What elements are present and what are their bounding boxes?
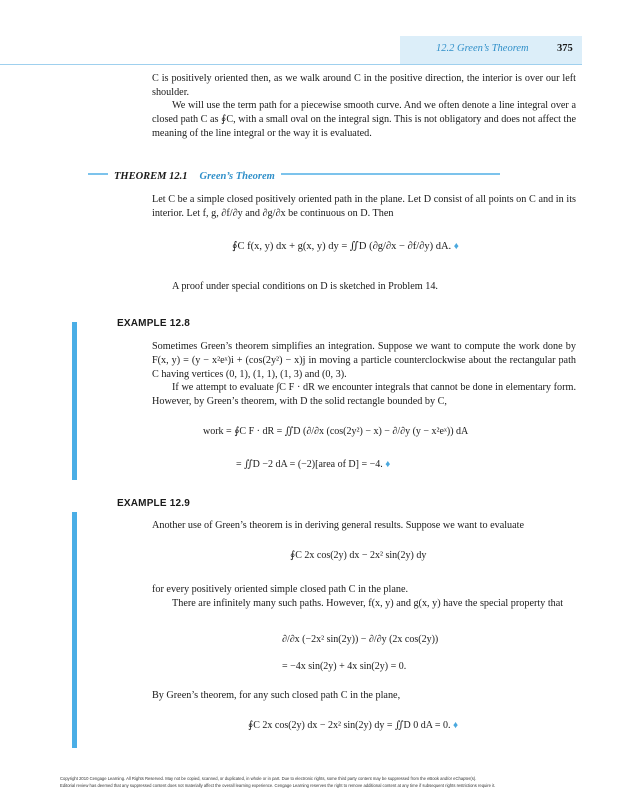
end-diamond-icon: ♦ <box>453 241 459 252</box>
end-diamond-icon: ♦ <box>453 720 459 731</box>
example-12-9-label: EXAMPLE 12.9 <box>117 498 190 509</box>
example-12-9-paragraph-1: Another use of Green’s theorem is in deriving general results. Suppose we want to evaluate <box>152 520 525 531</box>
theorem-equation: ∮C f(x, y) dx + g(x, y) dy = ∬D (∂g/∂x − ∂f/∂y) dA. ♦ <box>232 241 459 252</box>
example-12-9-paragraph-3: There are infinitely many such paths. However, f(x, y) and g(x, y) have the special property that <box>172 598 564 609</box>
example-12-8-equation-1: work = ∮C F · dR = ∬D (∂/∂x (cos(2y²) − x) − ∂/∂y (y − x²eˣ)) dA <box>203 426 469 437</box>
example-12-8-label: EXAMPLE 12.8 <box>117 318 190 329</box>
example-12-9-equation-2: ∂/∂x (−2x² sin(2y)) − ∂/∂y (2x cos(2y)) <box>282 634 439 645</box>
section-title: 12.2 Green’s Theorem <box>436 43 529 54</box>
example-12-9-equation-1: ∮C 2x cos(2y) dx − 2x² sin(2y) dy <box>290 550 427 561</box>
example-12-9-equation-4: ∮C 2x cos(2y) dx − 2x² sin(2y) dy = ∬D 0 dA = 0. ♦ <box>248 720 459 731</box>
example-12-9-equation-3: = −4x sin(2y) + 4x sin(2y) = 0. <box>282 661 407 672</box>
example-12-9-paragraph-4: By Green’s theorem, for any such closed path C in the plane, <box>152 690 401 701</box>
intro-paragraph-2: We will use the term path for a piecewise smooth curve. And we often denote a line integral over a closed path C as ∮C, with a small oval on the integral sign. This is not obligatory and does not affect the meaning of the line integral or the way it is evaluated. <box>152 100 576 139</box>
footer-line-1: Copyright 2010 Cengage Learning. All Rights Reserved. May not be copied, scanned, or duplicated, in whole or in part. Due to electronic rights, some third party content may be suppressed from the eBook and/or eChapter(s). <box>60 776 477 781</box>
footer-line-2: Editorial review has deemed that any suppressed content does not materially affect the overall learning experience. Cengage Learning reserves the right to remove additional content at any time if subsequent rights restrictions require it. <box>60 783 496 788</box>
example-12-8-paragraph-1: Sometimes Green’s theorem simplifies an integration. Suppose we want to compute the work done by F(x, y) = (y − x²eˣ)i + (cos(2y²) − x)j in moving a particle counterclockwise about the rectangular path C having vertices (0, 1), (1, 1), (1, 3) and (0, 3). <box>152 341 576 380</box>
theorem-name: Green’s Theorem <box>199 171 275 182</box>
intro-paragraph-1: C is positively oriented then, as we walk around C in the positive direction, the interior is over our left shoulder. <box>152 73 576 98</box>
page-number: 375 <box>557 43 573 54</box>
example-12-8-sidebar <box>72 322 77 480</box>
example-12-9-paragraph-2: for every positively oriented simple closed path C in the plane. <box>152 584 409 595</box>
example-12-8-paragraph-2: If we attempt to evaluate ∫C F · dR we encounter integrals that cannot be done in elementary form. However, by Green’s theorem, with D the solid rectangle bounded by C, <box>152 382 576 407</box>
example-12-9-sidebar <box>72 512 77 748</box>
theorem-label: THEOREM 12.1 <box>114 171 188 182</box>
header-rule <box>0 64 582 65</box>
theorem-heading <box>108 166 281 184</box>
example-12-8-equation-2: = ∬D −2 dA = (−2)[area of D] = −4. ♦ <box>236 459 391 470</box>
theorem-statement: Let C be a simple closed positively oriented path in the plane. Let D consist of all points on C and in its interior. Let f, g, ∂f/∂y and ∂g/∂x be continuous on D. Then <box>152 194 576 219</box>
theorem-proof-note: A proof under special conditions on D is sketched in Problem 14. <box>172 281 438 292</box>
end-diamond-icon: ♦ <box>385 459 391 470</box>
